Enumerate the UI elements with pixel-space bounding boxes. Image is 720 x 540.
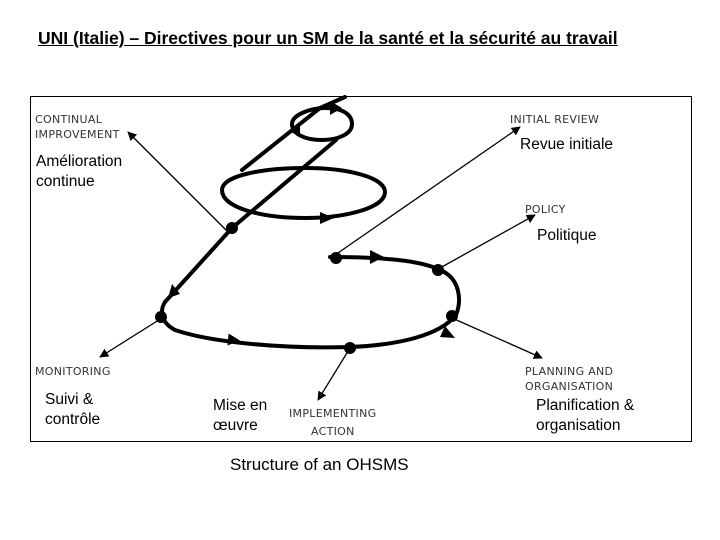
en-label-initial-review: INITIAL REVIEW [510, 113, 600, 126]
fr-label-continual-improvement: Amélioration continue [36, 153, 123, 190]
fr-label-initial-review: Revue initiale [520, 136, 614, 153]
pointer-implementing [318, 348, 350, 400]
en-label-planning-2: ORGANISATION [525, 380, 614, 393]
en-label-monitoring: MONITORING [35, 365, 111, 378]
en-label-planning-1: PLANNING AND [525, 365, 614, 378]
en-label-policy: POLICY [525, 203, 566, 216]
fr-label-planning: Planification & organisation [536, 397, 635, 434]
pointer-monitoring [100, 318, 162, 357]
spiral-middle-ellipse [222, 168, 385, 218]
en-label-implementing-1: IMPLEMENTING [289, 407, 377, 420]
node-continual-improvement [226, 222, 238, 234]
pointer-continual-improvement [128, 132, 228, 232]
spiral [162, 97, 459, 347]
spiral-arrowhead [320, 212, 334, 224]
node-implementing [344, 342, 356, 354]
node-planning [446, 310, 458, 322]
diagram-caption: Structure of an OHSMS [230, 455, 409, 474]
pointer-policy [440, 215, 535, 268]
node-monitoring [155, 311, 167, 323]
en-label-implementing-2: ACTION [311, 425, 355, 438]
page-title: UNI (Italie) – Directives pour un SM de la santé et la sécurité au travail [38, 28, 618, 48]
spiral-nodes [155, 222, 458, 354]
node-policy [432, 264, 444, 276]
fr-label-implementing: Mise en œuvre [213, 397, 268, 434]
pointer-planning [452, 318, 542, 358]
en-label-continual-1: CONTINUAL [35, 113, 103, 126]
node-initial-review [330, 252, 342, 264]
fr-label-monitoring: Suivi & contrôle [45, 391, 101, 428]
en-label-continual-2: IMPROVEMENT [35, 128, 120, 141]
pointer-initial-review [335, 127, 520, 255]
spiral-lower-loop [162, 257, 459, 347]
fr-label-policy: Politique [537, 227, 597, 244]
spiral-arrowhead [370, 250, 384, 264]
